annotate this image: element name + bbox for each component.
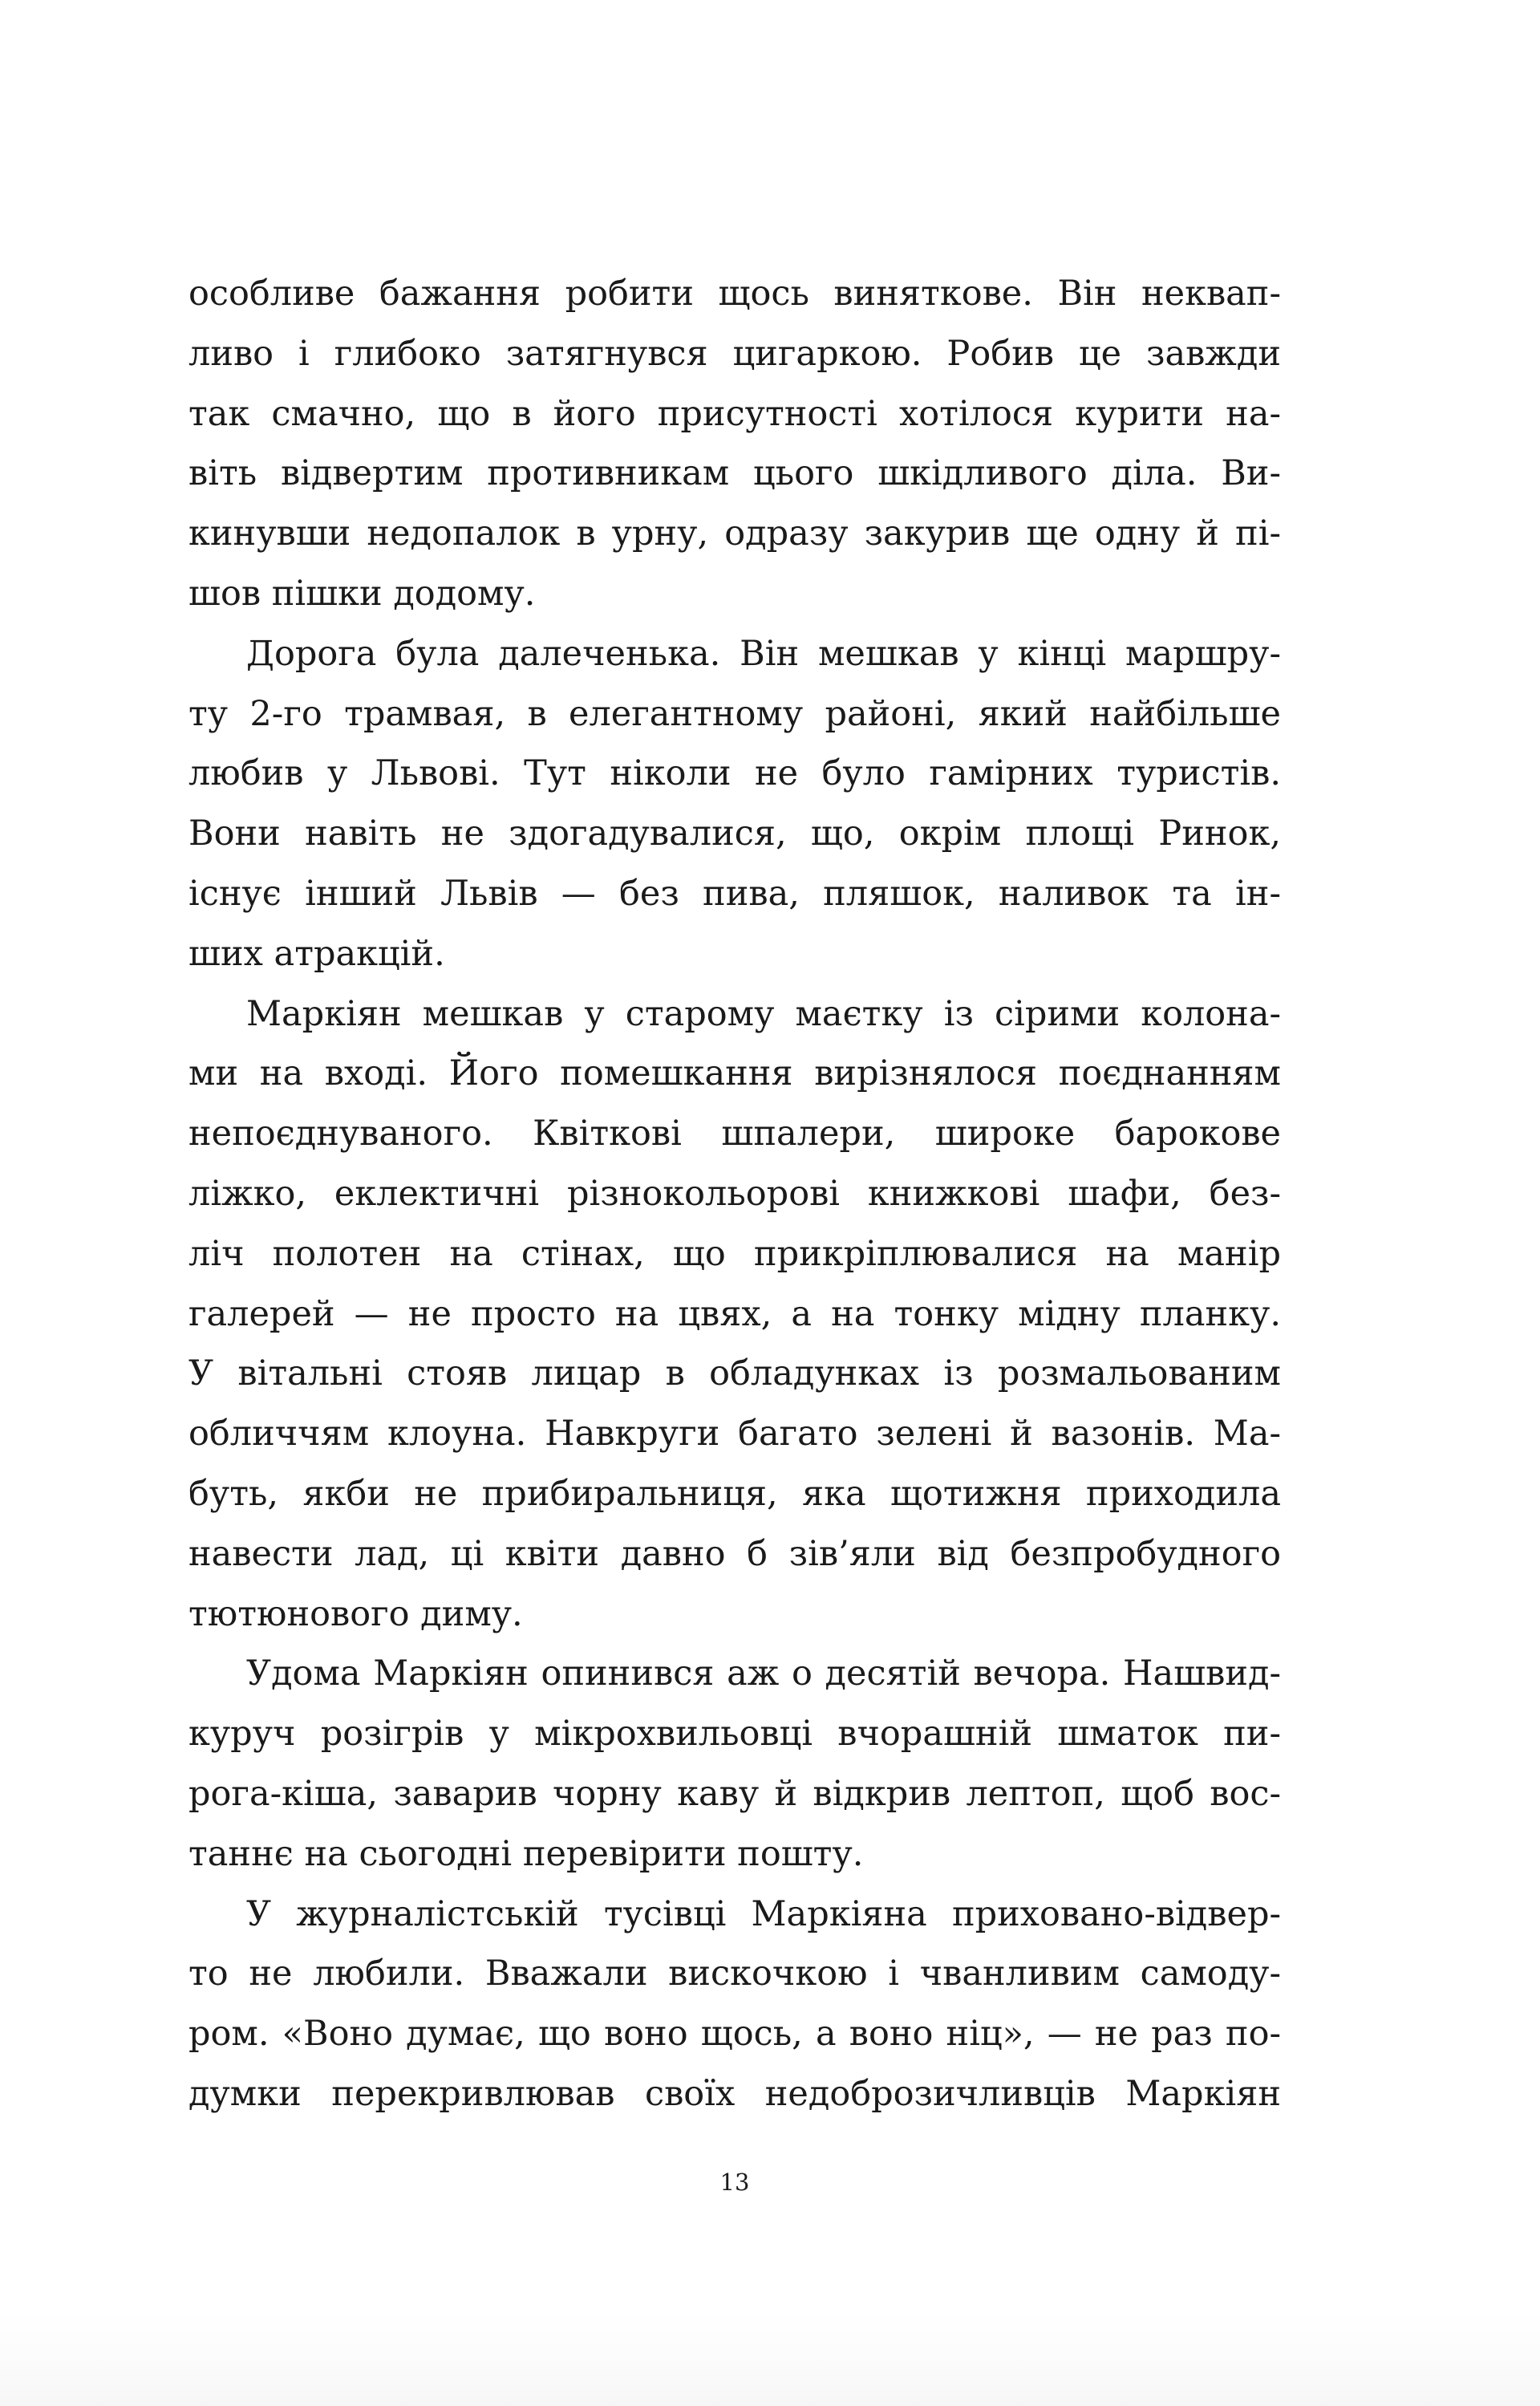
text-line: рога-кіша, заварив чорну каву й відкрив лептоп, щоб вос- xyxy=(188,1773,1281,1814)
paragraph xyxy=(188,1644,1281,1884)
text-line: Удома Маркіян опинився аж о десятій вечора. Нашвид- xyxy=(246,1653,1281,1694)
text-line: навести лад, ці квіти давно б зів’яли від безпробудного xyxy=(188,1533,1281,1574)
text-line: шов пішки додому. xyxy=(188,573,536,614)
text-line: непоєднуваного. Квіткові шпалери, широке барокове xyxy=(188,1114,1281,1154)
paragraph xyxy=(188,984,1281,1645)
text-line: У журналістській тусівці Маркіяна приховано-відвер- xyxy=(246,1893,1281,1934)
text-line: ліч полотен на стінах, що прикріплювалися на манір xyxy=(188,1233,1281,1274)
text-line: віть відвертим противникам цього шкідливого діла. Ви- xyxy=(188,453,1281,494)
text-line: ми на вході. Його помешкання вирізнялося поєднанням xyxy=(188,1053,1281,1094)
text-line: ливо і глибоко затягнувся цигаркою. Робив це завжди xyxy=(188,333,1281,374)
text-line: любив у Львові. Тут ніколи не було гамірних туристів. xyxy=(188,753,1281,794)
text-line: так смачно, що в його присутності хотілося курити на- xyxy=(188,393,1281,434)
text-line: ром. «Воно думає, що воно щось, а воно ніц», — не раз по- xyxy=(188,2014,1281,2055)
page-number: 13 xyxy=(719,2169,750,2196)
text-line: то не любили. Вважали вискочкою і чванливим самоду- xyxy=(188,1954,1281,1994)
text-line: ліжко, еклектичні різнокольорові книжкові шафи, без- xyxy=(188,1173,1281,1214)
text-line: думки перекривлював своїх недоброзичливців Маркіян xyxy=(188,2073,1281,2114)
page-body-text xyxy=(188,264,1281,2124)
text-line: У вітальні стояв лицар в обладунках із розмальованим xyxy=(188,1353,1281,1394)
text-line: галерей — не просто на цвях, а на тонку мідну планку. xyxy=(188,1293,1281,1334)
text-line: куруч розігрів у мікрохвильовці вчорашній шматок пи- xyxy=(188,1714,1281,1755)
paragraph xyxy=(188,624,1281,984)
text-line: особливе бажання робити щось виняткове. Він неквап- xyxy=(188,274,1281,314)
paragraph xyxy=(188,264,1281,624)
text-line: тютюнового диму. xyxy=(188,1593,523,1634)
paragraph xyxy=(188,1885,1281,2124)
text-line: таннє на сьогодні перевірити пошту. xyxy=(188,1833,864,1874)
text-line: буть, якби не прибиральниця, яка щотижня приходила xyxy=(188,1473,1281,1514)
text-line: існує інший Львів — без пива, пляшок, наливок та ін- xyxy=(188,873,1281,914)
text-line: ту 2-го трамвая, в елегантному районі, який найбільше xyxy=(188,693,1281,734)
text-line: кинувши недопалок в урну, одразу закурив ще одну й пі- xyxy=(188,513,1281,554)
text-line: Дорога була далеченька. Він мешкав у кінці маршру- xyxy=(246,633,1281,674)
text-line: обличчям клоуна. Навкруги багато зелені й вазонів. Ма- xyxy=(188,1414,1281,1455)
text-line: ших атракцій. xyxy=(188,933,445,974)
text-line: Вони навіть не здогадувалися, що, окрім площі Ринок, xyxy=(188,813,1281,854)
text-line: Маркіян мешкав у старому маєтку із сірими колона- xyxy=(246,993,1281,1034)
